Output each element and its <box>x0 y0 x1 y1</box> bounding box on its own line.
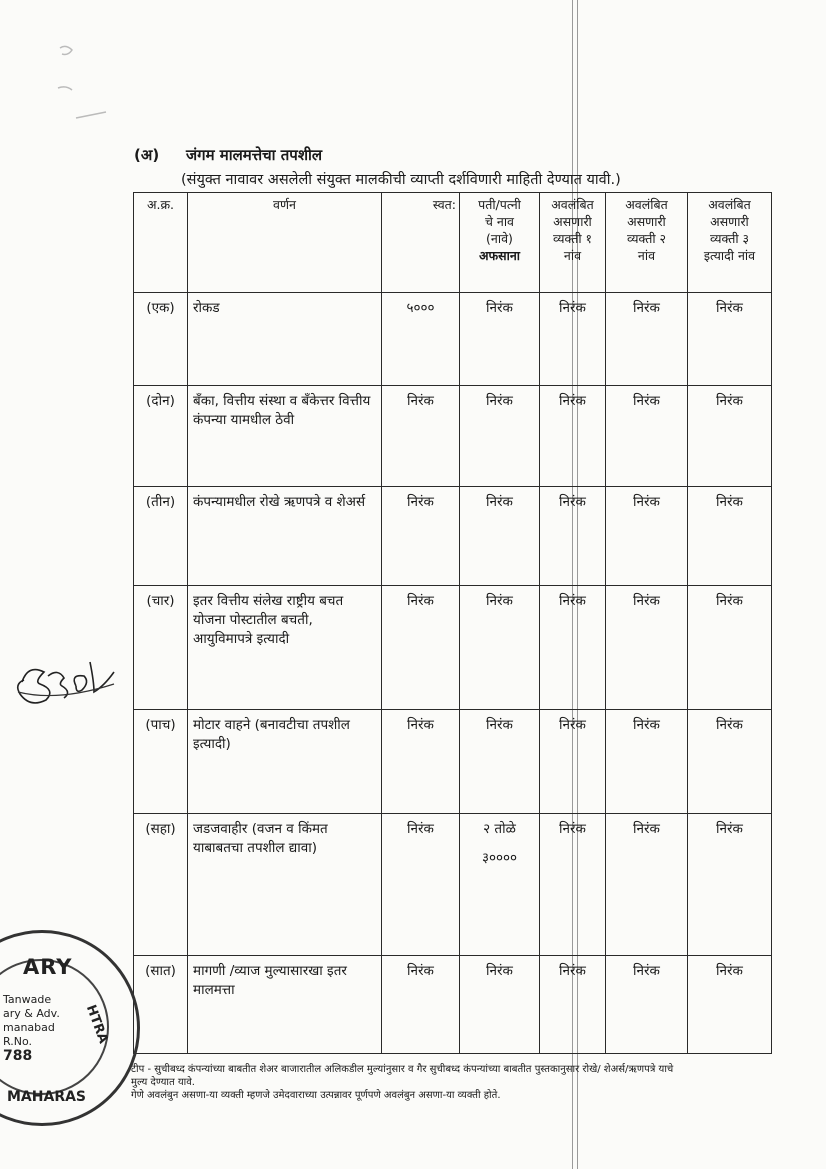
row-self: निरंक <box>382 586 460 710</box>
row-description: मागणी /व्याज मुल्यासारखा इतर मालमत्ता <box>188 956 382 1054</box>
row-dep1: निरंक <box>540 814 606 956</box>
row-spouse <box>460 386 540 487</box>
section-heading <box>134 145 322 165</box>
header-dep-line: नांव <box>563 248 582 263</box>
stamp-line: Tanwade <box>3 993 52 1006</box>
header-sr: अ.क्र. <box>134 193 188 293</box>
row-sr: (सहा) <box>134 814 188 956</box>
header-spouse-name: अफसाना <box>478 248 521 263</box>
footnote-line: गेणे अवलंबुन असणा-या व्यक्ती म्हणजे उमेदवाराच्या उत्पन्नावर पूर्णपणे अवलंबुन असणा-या व्यक्ती होते. <box>131 1090 501 1101</box>
row-spouse-value: निरंक <box>486 963 513 979</box>
header-dep-line: व्यक्ती १ <box>552 231 593 246</box>
table-row <box>134 710 772 814</box>
table-row <box>134 956 772 1054</box>
row-sr: (तीन) <box>134 487 188 586</box>
footnote-line: मुल्य देण्यात यावे. <box>131 1077 195 1088</box>
header-dep-line: अवलंबित <box>708 197 751 212</box>
row-dep2: निरंक <box>606 586 688 710</box>
header-dep-line: अवलंबित <box>625 197 668 212</box>
notary-stamp <box>0 930 140 1126</box>
row-spouse <box>460 956 540 1054</box>
row-spouse <box>460 586 540 710</box>
section-subtitle: (संयुक्त नावावर असलेली संयुक्त मालकीची व्याप्ती दर्शविणारी माहिती देण्यात यावी.) <box>181 172 621 188</box>
row-spouse-value: निरंक <box>486 300 513 316</box>
header-dependent-3 <box>688 193 772 293</box>
row-dep3: निरंक <box>688 710 772 814</box>
stamp-line: R.No. <box>3 1035 33 1048</box>
row-dep1: निरंक <box>540 293 606 386</box>
row-spouse-value: निरंक <box>486 593 513 609</box>
stamp-side-text: HTRA <box>82 1003 111 1046</box>
table-row <box>134 293 772 386</box>
header-spouse-line: (नावे) <box>486 231 513 246</box>
row-dep2: निरंक <box>606 386 688 487</box>
row-description: मोटार वाहने (बनावटीचा तपशील इत्यादी) <box>188 710 382 814</box>
row-spouse <box>460 487 540 586</box>
movable-assets-table <box>133 192 772 1054</box>
row-dep3: निरंक <box>688 487 772 586</box>
row-self: निरंक <box>382 814 460 956</box>
section-number: (अ) <box>134 146 160 164</box>
row-description: इतर वित्तीय संलेख राष्ट्रीय बचत योजना पोस्टातील बचती, आयुविमापत्रे इत्यादी <box>188 586 382 710</box>
row-dep3: निरंक <box>688 956 772 1054</box>
row-dep2: निरंक <box>606 487 688 586</box>
table-row <box>134 386 772 487</box>
row-description: बँका, वित्तीय संस्था व बँकेत्तर वित्तीय कंपन्या यामधील ठेवी <box>188 386 382 487</box>
row-dep2: निरंक <box>606 956 688 1054</box>
header-dependent-2 <box>606 193 688 293</box>
row-sr: (एक) <box>134 293 188 386</box>
row-self: ५००० <box>382 293 460 386</box>
row-sr: (सात) <box>134 956 188 1054</box>
row-dep1: निरंक <box>540 386 606 487</box>
row-self: निरंक <box>382 487 460 586</box>
header-dependent-1 <box>540 193 606 293</box>
stamp-top-text: ARY <box>23 955 73 979</box>
row-dep1: निरंक <box>540 710 606 814</box>
header-spouse-line: पती/पत्नी <box>478 197 521 212</box>
row-dep3: निरंक <box>688 814 772 956</box>
header-description: वर्णन <box>188 193 382 293</box>
footnote <box>131 1063 771 1102</box>
row-dep1: निरंक <box>540 586 606 710</box>
row-self: निरंक <box>382 956 460 1054</box>
row-dep3: निरंक <box>688 293 772 386</box>
row-dep3: निरंक <box>688 586 772 710</box>
footnote-line: टीप - सुचीबध्द कंपन्यांच्या बाबतीत शेअर बाजारातील अलिकडील मुल्यांनुसार व गैर सुचीबध्द कंपन्यांच्या बाबतीत पुस्तकानुसार रोखे/ शेअर्स/ऋणपत्रे याचे <box>131 1064 674 1075</box>
header-dep-line: अवलंबित <box>551 197 594 212</box>
header-dep-line: असणारी <box>553 214 592 229</box>
row-spouse-value: निरंक <box>486 717 513 733</box>
row-dep2: निरंक <box>606 293 688 386</box>
stamp-bottom-text: MAHARAS <box>7 1089 87 1105</box>
row-description: रोकड <box>188 293 382 386</box>
row-dep1: निरंक <box>540 487 606 586</box>
table-row <box>134 487 772 586</box>
row-description: जडजवाहीर (वजन व किंमत याबाबतचा तपशील द्यावा) <box>188 814 382 956</box>
header-spouse-line: चे नाव <box>484 214 515 229</box>
stamp-center-text <box>3 993 60 1063</box>
corner-marks <box>40 40 120 140</box>
header-row <box>134 193 772 293</box>
header-dep-line: असणारी <box>627 214 666 229</box>
row-spouse-value: निरंक <box>486 494 513 510</box>
header-spouse <box>460 193 540 293</box>
row-sr: (दोन) <box>134 386 188 487</box>
row-spouse <box>460 710 540 814</box>
stamp-line: manabad <box>3 1021 55 1034</box>
table-row <box>134 814 772 956</box>
header-dep-line: व्यक्ती ३ <box>709 231 750 246</box>
row-spouse <box>460 293 540 386</box>
row-spouse <box>460 814 540 956</box>
section-title: जंगम मालमत्तेचा तपशील <box>186 146 323 164</box>
handwritten-initials <box>14 652 124 712</box>
row-spouse-value: २ तोळे <box>483 821 516 837</box>
row-spouse-value: निरंक <box>486 393 513 409</box>
row-dep2: निरंक <box>606 814 688 956</box>
header-dep-line: व्यक्ती २ <box>626 231 667 246</box>
row-self: निरंक <box>382 386 460 487</box>
header-dep-line: इत्यादी नांव <box>703 248 756 263</box>
stamp-line: 788 <box>3 1048 33 1064</box>
row-spouse-extra: ३०००० <box>481 850 518 866</box>
row-sr: (पाच) <box>134 710 188 814</box>
row-dep3: निरंक <box>688 386 772 487</box>
row-description: कंपन्यामधील रोखे ऋणपत्रे व शेअर्स <box>188 487 382 586</box>
row-dep1: निरंक <box>540 956 606 1054</box>
row-dep2: निरंक <box>606 710 688 814</box>
header-dep-line: असणारी <box>710 214 749 229</box>
table-row <box>134 586 772 710</box>
stamp-line: ary & Adv. <box>3 1007 60 1020</box>
row-sr: (चार) <box>134 586 188 710</box>
row-self: निरंक <box>382 710 460 814</box>
header-dep-line: नांव <box>637 248 656 263</box>
header-self: स्वत: <box>382 193 460 293</box>
